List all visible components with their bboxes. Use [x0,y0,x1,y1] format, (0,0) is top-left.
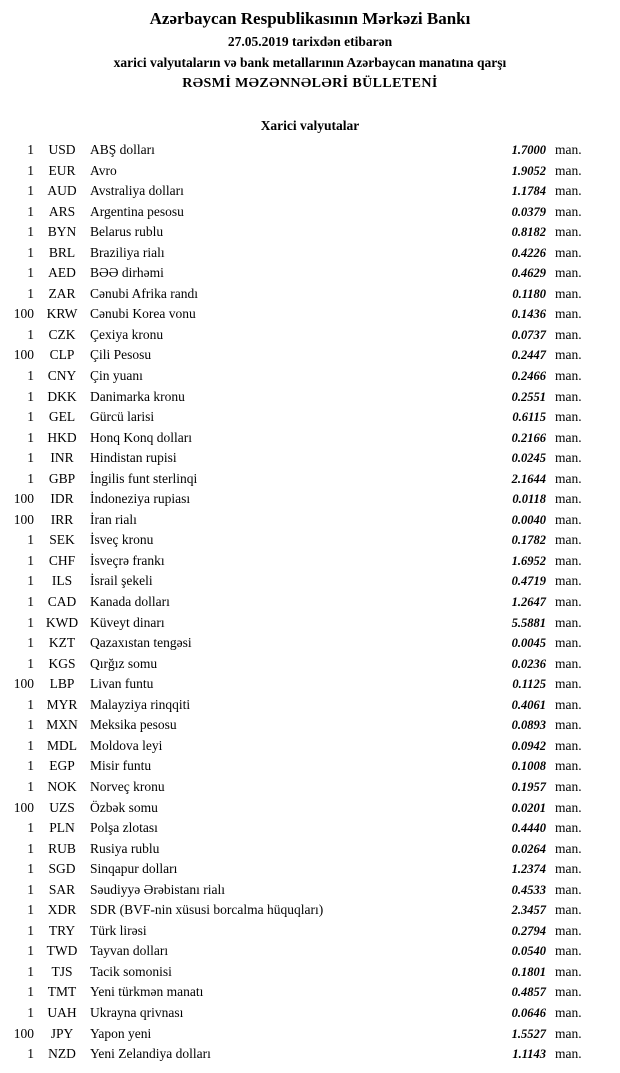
currency-code: CHF [48,552,76,568]
currency-code: INR [50,450,74,466]
rate-row [0,615,620,636]
currency-name: Kanada dolları [90,594,170,610]
unit-label: man. [555,820,582,836]
exchange-rate: 1.2374 [511,862,546,877]
currency-name: İsveçrə frankı [90,552,165,568]
rate-quantity: 1 [27,183,34,199]
currency-code: IDR [50,491,74,507]
unit-label: man. [555,142,582,157]
exchange-rate: 0.4533 [511,882,546,897]
rate-quantity: 1 [27,450,34,466]
rate-quantity: 1 [27,573,34,589]
currency-name: Avstraliya dolları [90,183,184,199]
unit-label: man. [555,347,582,363]
rate-quantity: 100 [13,347,34,363]
rate-quantity: 1 [27,532,34,548]
rate-quantity: 100 [13,491,34,507]
currency-name: Çili Pesosu [90,347,152,363]
unit-label: man. [555,655,582,671]
currency-code: HKD [47,429,77,445]
currency-code: EGP [49,758,75,774]
currency-name: Cənubi Afrika randı [90,285,198,301]
exchange-rate: 0.0540 [511,944,546,959]
currency-name: Türk lirəsi [90,922,147,938]
currency-name: Livan funtu [90,676,154,692]
currency-code: LBP [49,676,75,692]
exchange-rate: 1.1784 [511,184,546,199]
unit-label: man. [555,922,582,938]
currency-code: ZAR [48,285,76,301]
currency-name: Tayvan dolları [90,943,169,959]
currency-name: Yeni türkmən manatı [90,984,204,1000]
currency-code: GEL [48,409,76,425]
rate-row [0,306,620,327]
rate-quantity: 1 [27,778,34,794]
rate-row [0,861,620,882]
currency-name: Qırğız somu [90,655,158,671]
rate-row [0,594,620,615]
currency-name: Malayziya rinqqiti [90,696,191,712]
currency-name: Özbək somu [90,799,158,815]
currency-name: İngilis funt sterlinqi [90,470,198,486]
exchange-rate: 0.1180 [512,286,546,301]
rate-row [0,676,620,697]
exchange-rate: 0.2794 [511,923,546,938]
exchange-rate: 0.4857 [511,985,546,1000]
currency-code: IRR [50,511,74,527]
exchange-rate: 0.8182 [511,225,546,240]
currency-name: Misir funtu [90,758,152,774]
rate-quantity: 1 [27,717,34,733]
exchange-rate: 0.1782 [511,533,546,548]
exchange-rate: 0.0737 [511,327,546,342]
rate-quantity: 1 [27,265,34,281]
rate-row [0,820,620,841]
rate-quantity: 1 [27,820,34,836]
rate-quantity: 1 [27,552,34,568]
unit-label: man. [555,409,582,425]
currency-name: ABŞ dolları [90,142,155,157]
currency-code: XDR [47,902,77,918]
currency-code: USD [48,142,76,157]
unit-label: man. [555,1004,582,1020]
unit-label: man. [555,737,582,753]
rate-row [0,163,620,184]
unit-label: man. [555,368,582,384]
rate-quantity: 100 [13,306,34,322]
rate-quantity: 1 [27,635,34,651]
currency-code: CZK [48,326,76,342]
currency-name: BƏƏ dirhəmi [90,265,164,281]
rate-row [0,573,620,594]
rate-row [0,779,620,800]
rate-quantity: 1 [27,388,34,404]
rate-row [0,327,620,348]
rate-row [0,265,620,286]
currency-name: İndoneziya rupiası [90,491,191,507]
unit-label: man. [555,696,582,712]
rate-quantity: 1 [27,963,34,979]
rate-quantity: 1 [27,470,34,486]
exchange-rate: 0.0045 [511,636,546,651]
currency-code: ILS [51,573,73,589]
rate-row [0,882,620,903]
exchange-rate: 0.2166 [511,430,546,445]
rate-quantity: 1 [27,696,34,712]
effective-date-line: 27.05.2019 tarixdən etibarən [227,34,393,49]
currency-name: Küveyt dinarı [90,614,165,630]
rate-row [0,1026,620,1047]
exchange-rate: 0.0379 [511,204,546,219]
rates-list [0,142,620,1067]
exchange-rate: 1.9052 [511,163,546,178]
rate-quantity: 100 [13,799,34,815]
currency-code: SEK [49,532,75,548]
rate-row [0,286,620,307]
rate-quantity: 1 [27,594,34,610]
rate-quantity: 1 [27,655,34,671]
exchange-rate: 2.3457 [511,903,546,918]
unit-label: man. [555,326,582,342]
exchange-rate: 0.0893 [511,718,546,733]
rate-row [0,245,620,266]
rate-row [0,656,620,677]
rate-quantity: 1 [27,1004,34,1020]
currency-name: Honq Konq dolları [90,429,192,445]
exchange-rate: 0.1801 [511,964,546,979]
exchange-rate: 0.2466 [511,369,546,384]
currency-code: MXN [46,717,78,733]
rate-row [0,635,620,656]
currency-name: Argentina pesosu [90,203,184,219]
unit-label: man. [555,306,582,322]
exchange-rate: 0.4226 [511,245,546,260]
rate-quantity: 1 [27,922,34,938]
rate-quantity: 1 [27,244,34,260]
rate-row [0,717,620,738]
exchange-rate: 0.6115 [512,410,546,425]
exchange-rate: 0.0245 [511,451,546,466]
currency-name: Moldova leyi [90,737,163,753]
rate-quantity: 1 [27,142,34,157]
unit-label: man. [555,429,582,445]
exchange-rate: 0.1957 [511,779,546,794]
unit-label: man. [555,984,582,1000]
section-title-foreign-currencies: Xarici valyutalar [260,118,360,133]
unit-label: man. [555,491,582,507]
currency-code: KZT [48,635,76,651]
currency-name: SDR (BVF-nin xüsusi borcalma hüquqları) [90,902,324,918]
currency-code: AUD [47,183,77,199]
currency-code: EUR [48,162,76,178]
unit-label: man. [555,511,582,527]
currency-code: DKK [47,388,77,404]
unit-label: man. [555,265,582,281]
unit-label: man. [555,861,582,877]
currency-code: TJS [51,963,73,979]
rate-quantity: 1 [27,902,34,918]
currency-name: Yapon yeni [90,1025,152,1041]
currency-code: UZS [49,799,75,815]
rate-row [0,943,620,964]
unit-label: man. [555,635,582,651]
currency-name: Cənubi Korea vonu [90,306,196,322]
unit-label: man. [555,778,582,794]
unit-label: man. [555,532,582,548]
exchange-rate: 0.0646 [511,1005,546,1020]
exchange-rate: 0.4629 [511,266,546,281]
rate-row [0,800,620,821]
unit-label: man. [555,183,582,199]
unit-label: man. [555,717,582,733]
rate-row [0,409,620,430]
exchange-rate: 0.0118 [512,492,546,507]
rate-row [0,142,620,163]
currency-code: TRY [48,922,76,938]
currency-name: Danimarka kronu [90,388,185,404]
currency-name: Hindistan rupisi [90,450,177,466]
rate-row [0,204,620,225]
rate-row [0,553,620,574]
rate-quantity: 1 [27,881,34,897]
rate-quantity: 1 [27,861,34,877]
currency-code: ARS [48,203,76,219]
currency-code: CNY [47,368,77,384]
rate-row [0,430,620,451]
currency-code: TMT [47,984,77,1000]
rate-quantity: 1 [27,737,34,753]
rate-quantity: 1 [27,203,34,219]
rate-row [0,389,620,410]
rate-row [0,368,620,389]
bulletin-title: RƏSMİ MƏZƏNNƏLƏRİ BÜLLETENİ [182,76,438,91]
unit-label: man. [555,963,582,979]
currency-name: Norveç kronu [90,778,165,794]
unit-label: man. [555,388,582,404]
rate-row [0,923,620,944]
rate-quantity: 1 [27,162,34,178]
currency-name: Çin yuanı [90,368,143,384]
rate-row [0,224,620,245]
currency-code: NZD [48,1046,76,1062]
currency-name: İsrail şekeli [90,573,153,589]
rate-quantity: 1 [27,409,34,425]
exchange-rate: 0.2447 [511,348,546,363]
rate-quantity: 1 [27,840,34,856]
exchange-rate: 0.2551 [511,389,546,404]
rate-quantity: 1 [27,368,34,384]
currency-name: Çexiya kronu [90,326,164,342]
rate-row [0,758,620,779]
currency-name: Ukrayna qrivnası [90,1004,184,1020]
currency-name: Braziliya rialı [90,244,165,260]
rate-quantity: 100 [13,511,34,527]
currency-code: JPY [50,1025,74,1041]
currency-name: İran rialı [90,511,137,527]
rate-row [0,491,620,512]
rate-row [0,1046,620,1067]
unit-label: man. [555,881,582,897]
unit-label: man. [555,840,582,856]
exchange-rate: 0.0040 [511,512,546,527]
currency-code: KRW [46,306,78,322]
rate-row [0,902,620,923]
unit-label: man. [555,943,582,959]
currency-code: GBP [48,470,76,486]
unit-label: man. [555,594,582,610]
rate-row [0,471,620,492]
unit-label: man. [555,450,582,466]
currency-code: SAR [48,881,76,897]
rate-row [0,697,620,718]
currency-code: RUB [48,840,76,856]
exchange-rate: 0.0942 [511,738,546,753]
currency-name: Belarus rublu [90,224,164,240]
rate-row [0,512,620,533]
currency-name: Avro [90,162,117,178]
unit-label: man. [555,285,582,301]
exchange-rate: 0.1008 [511,759,546,774]
rate-quantity: 1 [27,224,34,240]
currency-code: SGD [48,861,76,877]
rate-row [0,347,620,368]
currency-name: Yeni Zelandiya dolları [90,1046,211,1062]
exchange-rate: 0.1436 [511,307,546,322]
rate-row [0,450,620,471]
unit-label: man. [555,1046,582,1062]
unit-label: man. [555,224,582,240]
exchange-rate: 0.4719 [511,574,546,589]
currency-name: Meksika pesosu [90,717,177,733]
rate-row [0,532,620,553]
currency-name: Gürcü larisi [90,409,155,425]
currency-name: Polşa zlotası [90,820,158,836]
currency-code: TWD [46,943,78,959]
currency-code: AED [48,265,76,281]
currency-name: Rusiya rublu [90,840,160,856]
rate-quantity: 1 [27,943,34,959]
currency-code: KGS [48,655,76,671]
rate-quantity: 1 [27,984,34,1000]
rate-quantity: 1 [27,1046,34,1062]
rate-row [0,1005,620,1026]
unit-label: man. [555,470,582,486]
rate-row [0,738,620,759]
unit-label: man. [555,162,582,178]
exchange-rate: 0.1125 [512,677,546,692]
rate-quantity: 1 [27,758,34,774]
unit-label: man. [555,614,582,630]
rate-quantity: 1 [27,326,34,342]
exchange-rate: 1.7000 [511,143,546,157]
currency-name: Sinqapur dolları [90,861,178,877]
unit-label: man. [555,758,582,774]
exchange-rate: 1.6952 [511,553,546,568]
rate-quantity: 1 [27,429,34,445]
rate-row [0,841,620,862]
unit-label: man. [555,1025,582,1041]
exchange-rate: 0.4440 [511,821,546,836]
exchange-rate: 1.1143 [512,1047,546,1062]
currency-code: KWD [45,614,79,630]
exchange-rate: 5.5881 [511,615,546,630]
rate-quantity: 100 [13,1025,34,1041]
unit-label: man. [555,799,582,815]
currency-code: BYN [47,224,77,240]
rate-row [0,183,620,204]
rate-row [0,984,620,1005]
currency-code: UAH [47,1004,77,1020]
exchange-rate: 0.0264 [511,841,546,856]
currency-name: Tacik somonisi [90,963,172,979]
currency-code: MYR [46,696,78,712]
unit-label: man. [555,573,582,589]
currency-code: NOK [47,778,77,794]
currency-code: CLP [49,347,75,363]
rate-quantity: 1 [27,285,34,301]
bank-title: Azərbaycan Respublikasının Mərkəzi Bankı [149,9,471,28]
exchange-rate: 0.0236 [511,656,546,671]
unit-label: man. [555,203,582,219]
rate-quantity: 100 [13,676,34,692]
rate-row [0,964,620,985]
rate-quantity: 1 [27,614,34,630]
currency-name: Səudiyyə Ərəbistanı rialı [90,881,225,897]
exchange-rate: 0.0201 [511,800,546,815]
unit-label: man. [555,676,582,692]
unit-label: man. [555,902,582,918]
currency-name: Qazaxıstan tengəsi [90,635,192,651]
currency-code: PLN [49,820,75,836]
unit-label: man. [555,244,582,260]
exchange-rate: 1.2647 [511,595,546,610]
currency-name: İsveç kronu [90,532,154,548]
currency-code: BRL [48,244,76,260]
currency-code: MDL [47,737,77,753]
exchange-rate: 1.5527 [511,1026,546,1041]
unit-label: man. [555,552,582,568]
currency-code: CAD [47,594,77,610]
bulletin-subtitle: xarici valyutaların və bank metallarının Azərbaycan manatına qarşı [113,55,507,70]
exchange-rate: 0.4061 [511,697,546,712]
exchange-rate: 2.1644 [511,471,546,486]
